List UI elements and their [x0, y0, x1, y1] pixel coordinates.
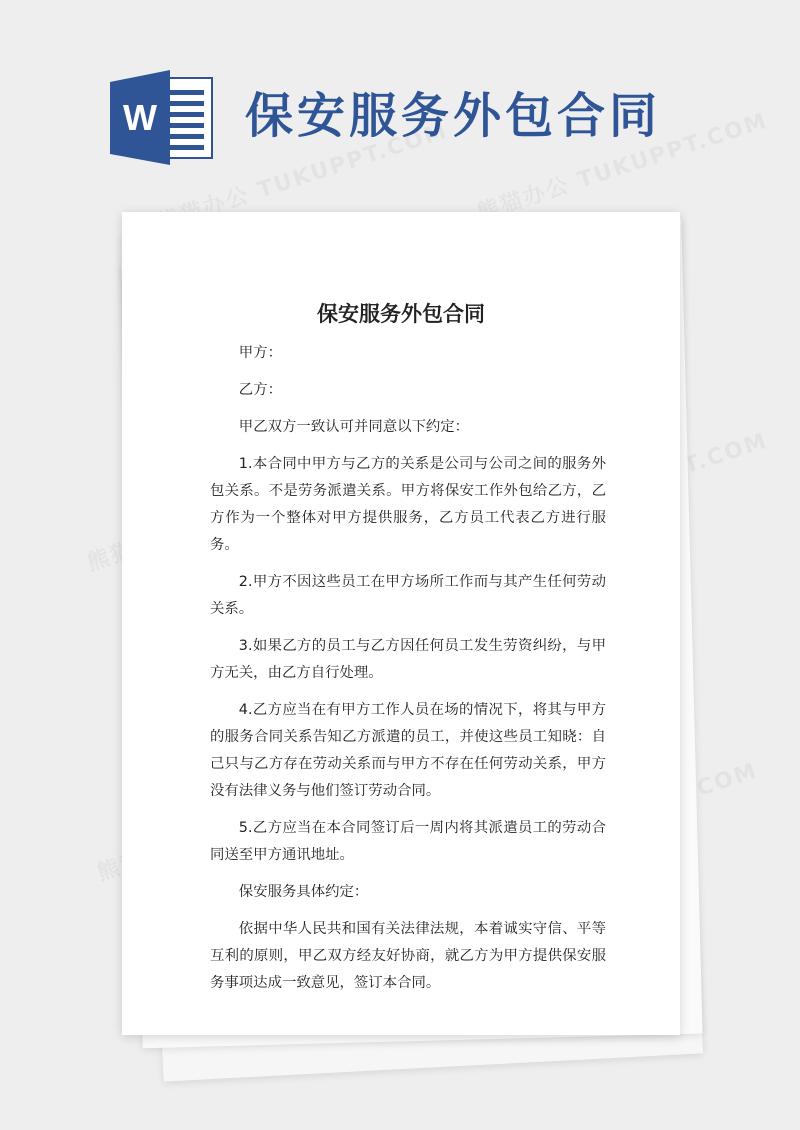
document-paragraph: 依据中华人民共和国有关法律法规，本着诚实守信、平等互利的原则，甲乙双方经友好协商，就乙方为甲方提供保安服务事项达成一致意见，签订本合同。	[210, 921, 606, 991]
document-paragraph: 乙方：	[238, 382, 282, 398]
document-paragraph: 2.甲方不因这些员工在甲方场所工作而与其产生任何劳动关系。	[210, 574, 606, 617]
document-paragraph: 1.本合同中甲方与乙方的关系是公司与公司之间的服务外包关系。不是劳务派遣关系。甲方将保安工作外包给乙方，乙方作为一个整体对甲方提供服务，乙方员工代表乙方进行服务。	[210, 456, 606, 553]
document-paragraph: 3.如果乙方的员工与乙方因任何员工发生劳资纠纷，与甲方无关，由乙方自行处理。	[210, 638, 606, 681]
word-icon	[110, 70, 215, 165]
document-body	[210, 340, 606, 1007]
document-paragraph: 甲乙双方一致认可并同意以下约定：	[238, 419, 470, 435]
document-paragraph: 保安服务具体约定：	[238, 884, 369, 900]
word-icon-letter: W	[123, 97, 157, 138]
document-title: 保安服务外包合同	[317, 302, 485, 326]
document-paragraph: 甲方：	[238, 345, 282, 361]
banner-title: 保安服务外包合同	[245, 88, 662, 144]
banner	[0, 0, 800, 200]
document-page	[122, 212, 680, 1035]
document-paragraph: 5.乙方应当在本合同签订后一周内将其派遣员工的劳动合同送至甲方通讯地址。	[210, 820, 606, 863]
document-paragraph: 4.乙方应当在有甲方工作人员在场的情况下，将其与甲方的服务合同关系告知乙方派遣的员工，并使这些员工知晓：自己只与乙方存在劳动关系而与甲方不存在任何劳动关系，甲方没有法律义务与他们签订劳动合同。	[210, 702, 606, 799]
